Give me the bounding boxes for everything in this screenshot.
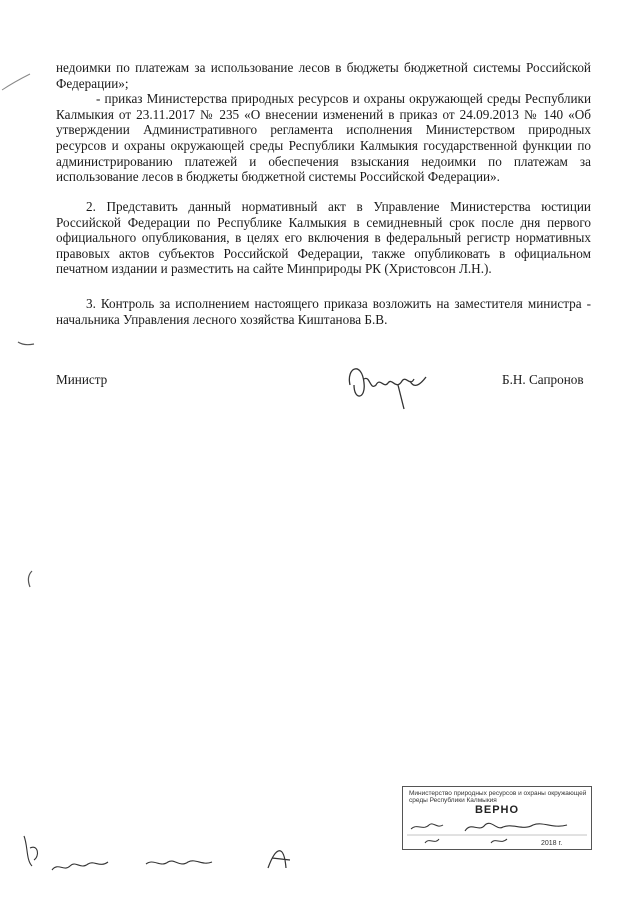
- stamp-organization: Министерство природных ресурсов и охраны окружающей среды Республики Калмыкия: [409, 790, 587, 805]
- paragraph-continuation: недоимки по платежам за использование лесов в бюджеты бюджетной системы Российской Федерации»;: [56, 60, 591, 91]
- left-margin-tick-middle: [0, 330, 40, 360]
- item-3-block: [56, 296, 591, 327]
- paragraph-item-2: 2. Представить данный нормативный акт в Управление Министерства юстиции Российской Федерации по Республике Калмыкия в семидневный срок после дня первого официального опубликования, в целях его включения в федеральный регистр нормативных правовых актов субъектов Российской Федерации, также опубликовать в официальном печатном издании и разместить на сайте Минприроды РК (Христовсон Л.Н.).: [56, 199, 591, 277]
- initials-scribble-middle: [142, 846, 222, 876]
- verification-stamp: [402, 786, 592, 850]
- left-margin-tick-lower: [0, 565, 40, 595]
- initials-scribble-right: [262, 838, 302, 878]
- item-2-block: [56, 199, 591, 277]
- handwritten-signature: [340, 355, 440, 415]
- order-list-block: [56, 60, 591, 185]
- stamp-year: 2018 г.: [541, 840, 563, 847]
- signatory-title: Министр: [56, 372, 108, 387]
- signatory-name: Б.Н. Сапронов: [502, 372, 584, 387]
- stamp-handwriting: [403, 787, 593, 851]
- paragraph-order-reference: - приказ Министерства природных ресурсов и охраны окружающей среды Республики Калмыкия от 23.11.2017 № 235 «О внесении изменений в приказ от 24.09.2013 № 140 «Об утверждении Административного регламента исполнения Министерством природных ресурсов и охраны окружающей среды Республики Калмыкия государственной функции по администрированию платежей и обеспечения взыскания недоимки по платежам за использование лесов в бюджеты бюджетной системы Российской Федерации».: [56, 91, 591, 185]
- stamp-verified-label: ВЕРНО: [474, 804, 520, 816]
- initials-scribble-left: [18, 826, 128, 886]
- left-margin-tick-top: [0, 60, 40, 100]
- paragraph-item-3: 3. Контроль за исполнением настоящего приказа возложить на заместителя министра - начальника Управления лесного хозяйства Киштанова Б.В.: [56, 296, 591, 327]
